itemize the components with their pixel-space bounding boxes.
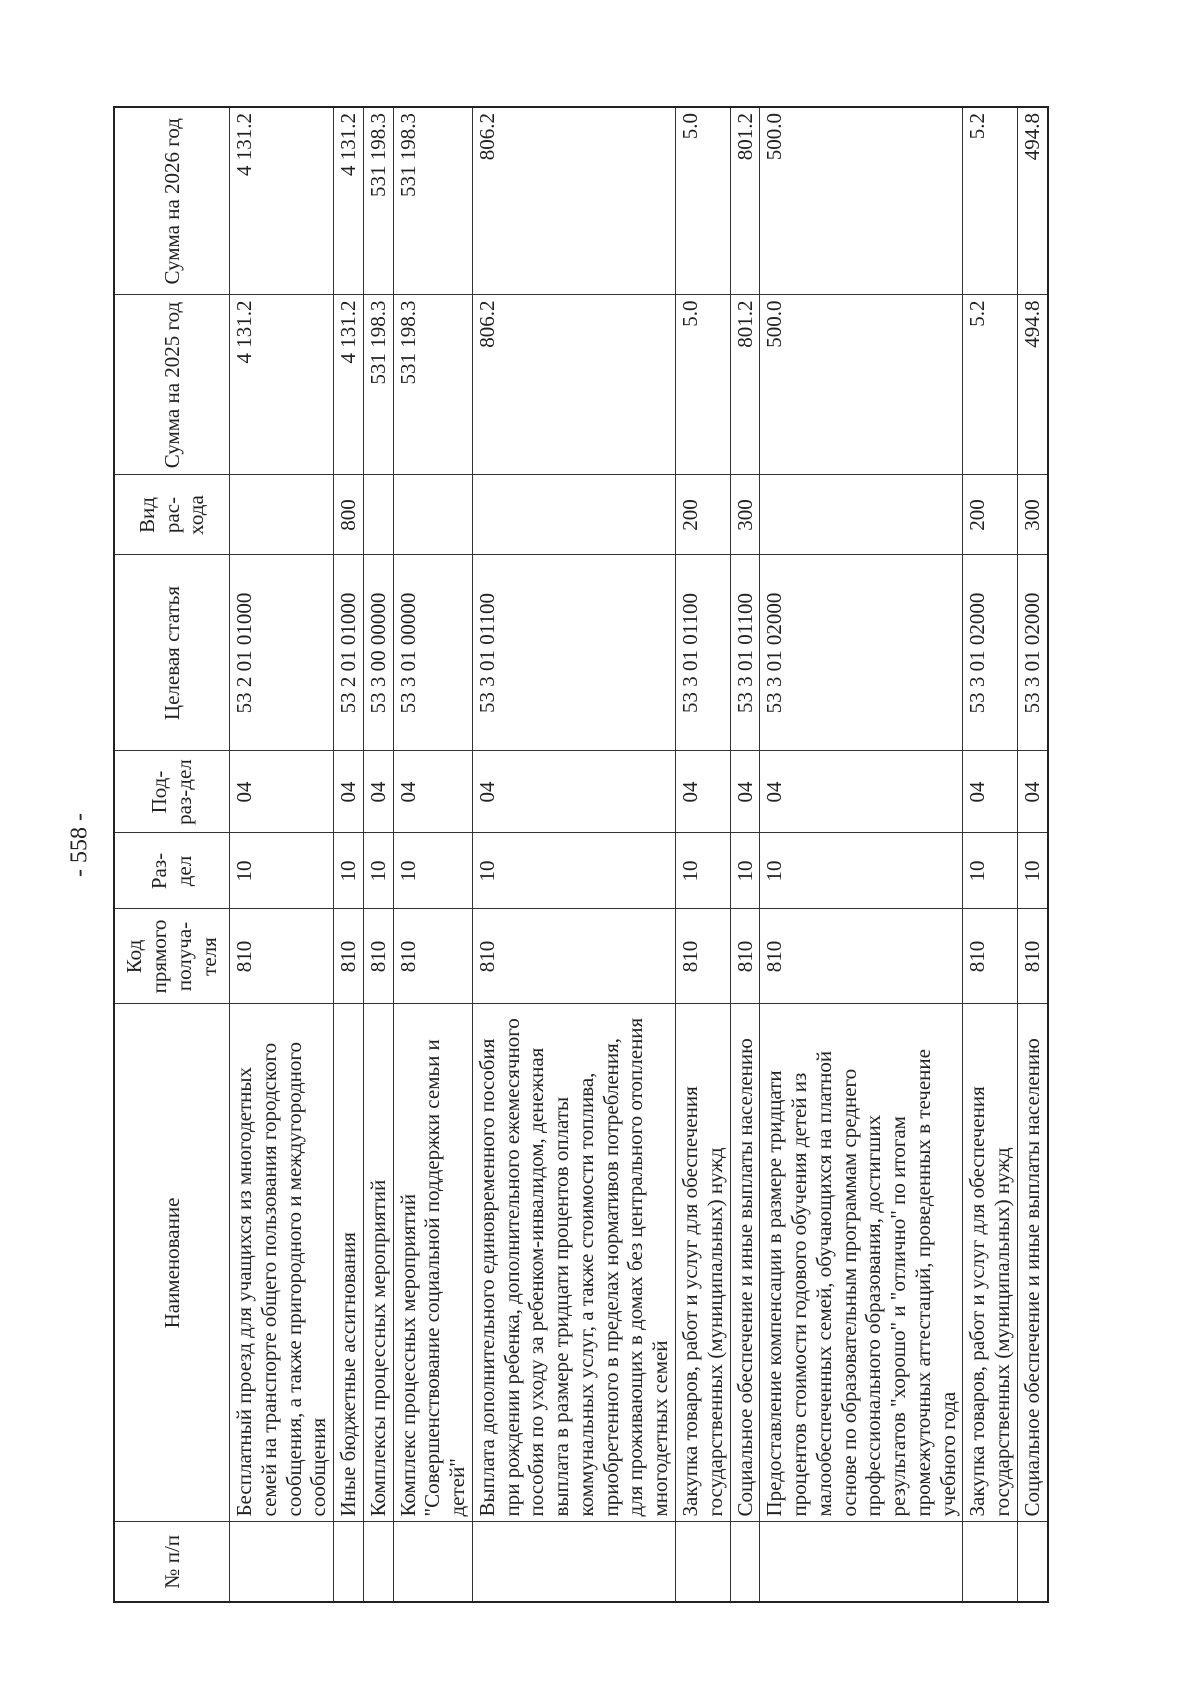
table-row	[1017, 107, 1047, 1602]
row-code: 810	[963, 909, 1018, 1004]
row-code: 810	[1017, 909, 1047, 1004]
row-razdel: 10	[230, 833, 334, 909]
row-expense-type	[472, 475, 675, 555]
row-num	[730, 1522, 760, 1602]
header-code: Код прямого получа-теля	[114, 909, 230, 1004]
row-code: 810	[334, 909, 364, 1004]
row-sum-2026: 801.2	[730, 107, 760, 295]
row-podrazdel: 04	[393, 751, 472, 833]
row-code: 810	[472, 909, 675, 1004]
row-sum-2026: 531 198.3	[363, 107, 393, 295]
header-target-article: Целевая статья	[114, 555, 230, 751]
row-sum-2026: 5.0	[676, 107, 731, 295]
row-expense-type	[393, 475, 472, 555]
row-name: Закупка товаров, работ и услуг для обеспечения государственных (муниципальных) нужд	[676, 1004, 731, 1522]
rotated-page-content	[113, 108, 1044, 1603]
row-razdel: 10	[393, 833, 472, 909]
row-sum-2025: 500.0	[760, 295, 963, 475]
row-num	[393, 1522, 472, 1602]
row-podrazdel: 04	[730, 751, 760, 833]
header-razdel: Раз-дел	[114, 833, 230, 909]
row-sum-2026: 494.8	[1017, 107, 1047, 295]
row-podrazdel: 04	[1017, 751, 1047, 833]
row-num	[472, 1522, 675, 1602]
row-num	[1017, 1522, 1047, 1602]
row-code: 810	[393, 909, 472, 1004]
row-expense-type: 300	[730, 475, 760, 555]
row-razdel: 10	[1017, 833, 1047, 909]
row-num	[676, 1522, 731, 1602]
row-name: Выплата дополнительного единовременного пособия при рождении ребенка, дополнительного ежемесячного пособия по уходу за ребенком-инвалидом, денежная выплата в размере тридцати процентов оплаты коммунальных услуг, а также стоимости топлива, приобретенного в пределах нормативов потребления, для проживающих в домах без центрального отопления многодетных семей	[472, 1004, 675, 1522]
row-podrazdel: 04	[334, 751, 364, 833]
row-num	[760, 1522, 963, 1602]
row-target-article: 53 3 01 02000	[1017, 555, 1047, 751]
row-target-article: 53 3 01 00000	[393, 555, 472, 751]
row-sum-2026: 4 131.2	[334, 107, 364, 295]
row-podrazdel: 04	[963, 751, 1018, 833]
row-podrazdel: 04	[760, 751, 963, 833]
row-expense-type	[230, 475, 334, 555]
row-sum-2025: 5.0	[676, 295, 731, 475]
row-target-article: 53 3 01 02000	[963, 555, 1018, 751]
row-sum-2025: 494.8	[1017, 295, 1047, 475]
row-target-article: 53 3 01 01100	[730, 555, 760, 751]
row-name: Социальное обеспечение и иные выплаты населению	[730, 1004, 760, 1522]
row-razdel: 10	[472, 833, 675, 909]
row-code: 810	[230, 909, 334, 1004]
row-razdel: 10	[363, 833, 393, 909]
row-expense-type: 300	[1017, 475, 1047, 555]
row-target-article: 53 3 01 01100	[676, 555, 731, 751]
table-row	[472, 107, 675, 1602]
row-podrazdel: 04	[363, 751, 393, 833]
row-sum-2026: 531 198.3	[393, 107, 472, 295]
row-expense-type: 800	[334, 475, 364, 555]
header-podrazdel: Под-раз-дел	[114, 751, 230, 833]
row-name: Бесплатный проезд для учащихся из многодетных семей на транспорте общего пользования городского сообщения, а также пригородного и междугородного сообщения	[230, 1004, 334, 1522]
row-expense-type	[760, 475, 963, 555]
table-row	[393, 107, 472, 1602]
row-sum-2026: 5.2	[963, 107, 1018, 295]
row-code: 810	[676, 909, 731, 1004]
page-number: - 558 -	[66, 813, 93, 877]
table-row	[334, 107, 364, 1602]
row-num	[230, 1522, 334, 1602]
row-num	[963, 1522, 1018, 1602]
header-sum-2026: Сумма на 2026 год	[114, 107, 230, 295]
row-num	[334, 1522, 364, 1602]
row-sum-2025: 531 198.3	[393, 295, 472, 475]
header-name: Наименование	[114, 1004, 230, 1522]
row-expense-type	[363, 475, 393, 555]
row-sum-2025: 5.2	[963, 295, 1018, 475]
row-code: 810	[760, 909, 963, 1004]
table-row	[676, 107, 731, 1602]
row-name: Социальное обеспечение и иные выплаты населению	[1017, 1004, 1047, 1522]
row-podrazdel: 04	[472, 751, 675, 833]
row-razdel: 10	[730, 833, 760, 909]
row-razdel: 10	[760, 833, 963, 909]
row-target-article: 53 2 01 01000	[230, 555, 334, 751]
header-expense-type: Вид рас-хода	[114, 475, 230, 555]
row-razdel: 10	[963, 833, 1018, 909]
table-row	[963, 107, 1018, 1602]
table-row	[363, 107, 393, 1602]
header-num: № п/п	[114, 1522, 230, 1602]
row-name: Комплекс процессных мероприятий "Совершенствование социальной поддержки семьи и детей"	[393, 1004, 472, 1522]
row-razdel: 10	[334, 833, 364, 909]
budget-table	[113, 106, 1049, 1603]
table-header-row	[114, 107, 230, 1602]
row-sum-2025: 801.2	[730, 295, 760, 475]
row-code: 810	[730, 909, 760, 1004]
header-sum-2025: Сумма на 2025 год	[114, 295, 230, 475]
row-name: Иные бюджетные ассигнования	[334, 1004, 364, 1522]
row-name: Закупка товаров, работ и услуг для обеспечения государственных (муниципальных) нужд	[963, 1004, 1018, 1522]
row-target-article: 53 3 00 00000	[363, 555, 393, 751]
table-row	[760, 107, 963, 1602]
row-sum-2025: 4 131.2	[230, 295, 334, 475]
row-podrazdel: 04	[230, 751, 334, 833]
row-target-article: 53 2 01 01000	[334, 555, 364, 751]
row-sum-2025: 806.2	[472, 295, 675, 475]
row-sum-2025: 531 198.3	[363, 295, 393, 475]
table-row	[730, 107, 760, 1602]
row-sum-2026: 4 131.2	[230, 107, 334, 295]
row-num	[363, 1522, 393, 1602]
row-target-article: 53 3 01 01100	[472, 555, 675, 751]
row-code: 810	[363, 909, 393, 1004]
row-expense-type: 200	[963, 475, 1018, 555]
row-podrazdel: 04	[676, 751, 731, 833]
row-name: Предоставление компенсации в размере тридцати процентов стоимости годового обучения детей из малообеспеченных семей, обучающихся на платной основе по образовательным программам среднего профессионального образования, достигших результатов "хорошо" и "отлично" по итогам промежуточных аттестаций, проведенных в течение учебного года	[760, 1004, 963, 1522]
row-razdel: 10	[676, 833, 731, 909]
row-expense-type: 200	[676, 475, 731, 555]
row-sum-2026: 806.2	[472, 107, 675, 295]
row-sum-2025: 4 131.2	[334, 295, 364, 475]
table-row	[230, 107, 334, 1602]
row-sum-2026: 500.0	[760, 107, 963, 295]
row-name: Комплексы процессных мероприятий	[363, 1004, 393, 1522]
row-target-article: 53 3 01 02000	[760, 555, 963, 751]
